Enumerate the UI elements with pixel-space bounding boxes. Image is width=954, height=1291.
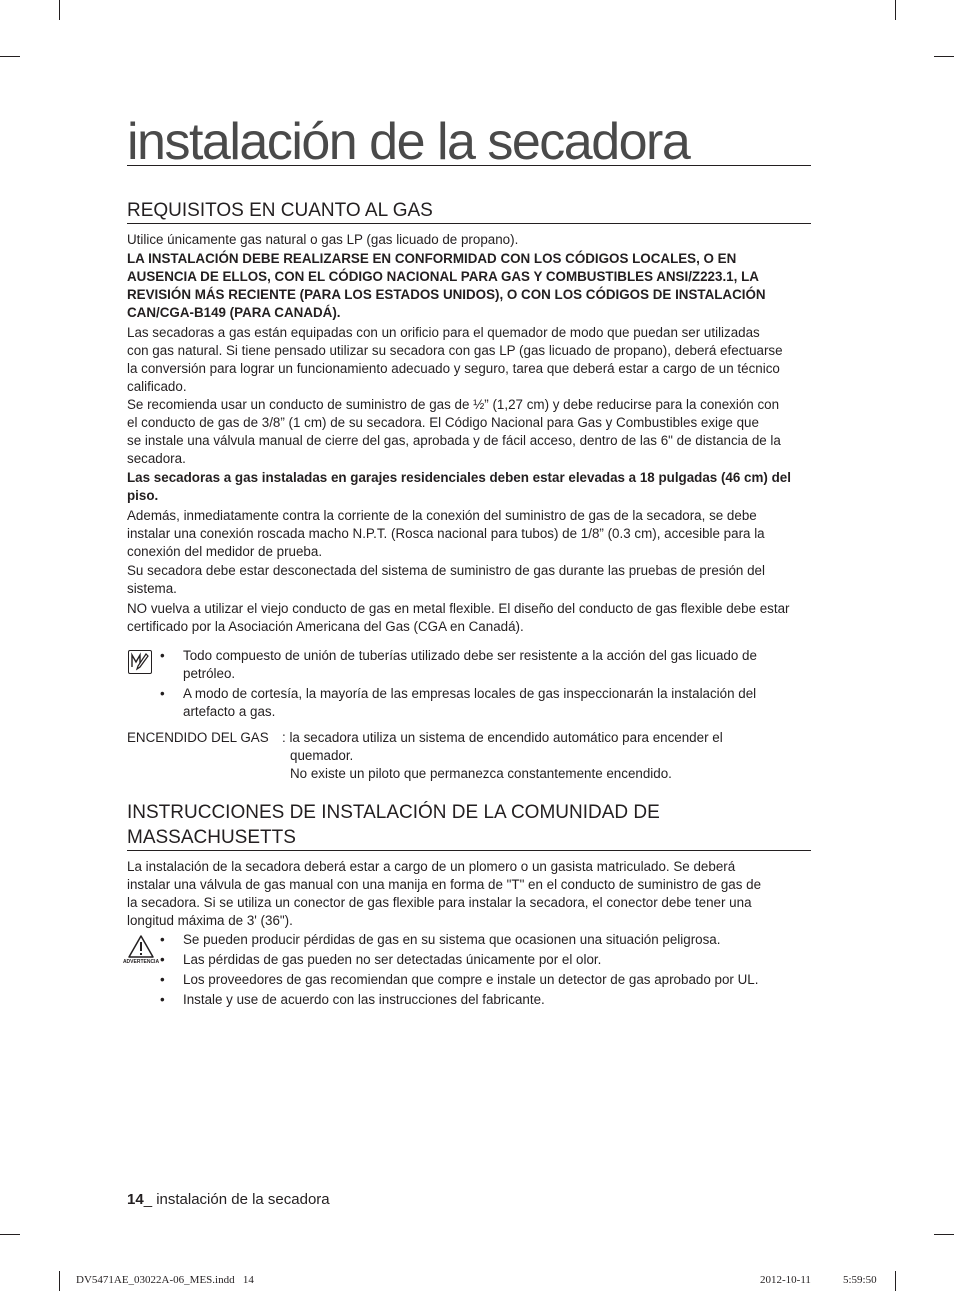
text-line: : la secadora utiliza un sistema de encendido automático para encender el	[282, 730, 723, 745]
text-line: artefacto a gas.	[183, 704, 276, 719]
bullet-icon: •	[160, 992, 165, 1007]
text-line: A modo de cortesía, la mayoría de las empresas locales de gas inspeccionarán la instalación del	[183, 686, 757, 701]
crop-mark	[895, 1271, 896, 1291]
bullet-icon: •	[160, 972, 165, 987]
text-line: longitud máxima de 3' (36").	[127, 913, 293, 928]
ignition-description	[282, 729, 770, 783]
text-line: certificado por la Asociación Americana del Gas (CGA en Canadá).	[127, 619, 524, 634]
text-line: Las pérdidas de gas pueden no ser detectadas únicamente por el olor.	[183, 952, 602, 967]
text-line: AUSENCIA DE ELLOS, CON EL CÓDIGO NACIONAL PARA GAS Y COMBUSTIBLES ANSI/Z223.1, LA	[127, 269, 759, 284]
text-line: se instale una válvula manual de cierre del gas, aprobada y de fácil acceso, dentro de las 6" de distancia de la	[127, 433, 781, 448]
list-item	[160, 685, 820, 721]
crop-mark	[934, 56, 954, 57]
text-line: Las secadoras a gas instaladas en garajes residenciales deben estar elevadas a 18 pulgadas (46 cm) del	[127, 470, 791, 485]
text-line: Se pueden producir pérdidas de gas en su sistema que ocasionen una situación peligrosa.	[183, 932, 721, 947]
text-line	[127, 600, 817, 618]
section-heading-massachusetts	[127, 800, 811, 851]
text-line: Todo compuesto de unión de tuberías utilizado debe ser resistente a la acción del gas licuado de	[183, 648, 757, 663]
text-line: Instale y use de acuerdo con las instrucciones del fabricante.	[183, 992, 545, 1007]
paragraph-gas-type: Utilice únicamente gas natural o gas LP (gas licuado de propano).	[127, 232, 519, 247]
list-item	[160, 951, 820, 969]
paragraph-supply-line	[127, 396, 817, 468]
text-line: INSTRUCCIONES DE INSTALACIÓN DE LA COMUNIDAD DE	[127, 802, 660, 823]
paragraph-pressure-testing	[127, 562, 817, 598]
slug-date: 2012-10-11	[760, 1274, 811, 1286]
text-line: con gas natural. Si tiene pensado utilizar su secadora con gas LP (gas licuado de propano), deberá efectuarse	[127, 343, 783, 358]
page-title: instalación de la secadora	[127, 114, 811, 166]
crop-mark	[0, 56, 20, 57]
text-line: MASSACHUSETTS	[127, 827, 296, 848]
slug-filename: DV5471AE_03022A-06_MES.indd 14	[76, 1274, 254, 1286]
text-line: secadora.	[127, 451, 186, 466]
note-icon	[128, 650, 152, 674]
slug-time: 5:59:50	[843, 1274, 877, 1286]
text-line: la conversión para lograr un funcionamiento adecuado y seguro, tarea que deberá estar a cargo de un técnico	[127, 361, 780, 376]
crop-mark	[895, 0, 896, 20]
list-item	[160, 971, 820, 989]
page-footer-label: _ instalación de la secadora	[143, 1191, 330, 1208]
paragraph-installation-codes	[127, 250, 817, 322]
note-list	[160, 647, 820, 721]
text-line: No existe un piloto que permanezca constantemente encendido.	[290, 766, 672, 781]
list-item	[160, 647, 820, 683]
text-line: REVISIÓN MÁS RECIENTE (PARA LOS ESTADOS UNIDOS), O CON LOS CÓDIGOS DE INSTALACIÓN	[127, 287, 766, 302]
paragraph-massachusetts-install	[127, 858, 817, 930]
text-line: conexión del medidor de prueba.	[127, 544, 323, 559]
paragraph-lp-conversion	[127, 324, 817, 396]
bullet-icon: •	[160, 932, 165, 947]
bullet-icon: •	[160, 648, 165, 663]
emphasis-no: NO	[127, 601, 148, 616]
text-line: sistema.	[127, 581, 177, 596]
warning-list	[160, 931, 820, 1009]
text-line: LA INSTALACIÓN DEBE REALIZARSE EN CONFORMIDAD CON LOS CÓDIGOS LOCALES, O EN	[127, 251, 737, 266]
crop-mark	[59, 1271, 60, 1291]
crop-mark	[59, 0, 60, 20]
text-line: vuelva a utilizar el viejo conducto de gas en metal flexible. El diseño del conducto de gas flexible debe estar	[147, 601, 790, 616]
page-footer	[127, 1191, 330, 1208]
section-heading-gas-requirements: REQUISITOS EN CUANTO AL GAS	[127, 199, 811, 224]
paragraph-npt-connection	[127, 507, 817, 561]
warning-icon	[121, 934, 161, 968]
page-number: 14	[127, 1191, 144, 1208]
list-item	[160, 931, 820, 949]
crop-mark	[934, 1234, 954, 1235]
text-line: el conducto de gas de 3/8” (1 cm) de su secadora. El Código Nacional para Gas y Combustibles exige que	[127, 415, 759, 430]
text-line: calificado.	[127, 379, 187, 394]
text-line: quemador.	[290, 748, 354, 763]
text-line: Las secadoras a gas están equipadas con un orificio para el quemador de modo que puedan ser utilizadas	[127, 325, 760, 340]
crop-mark	[0, 1234, 20, 1235]
text-line: Además, inmediatamente contra la corriente de la conexión del suministro de gas de la secadora, se debe	[127, 508, 757, 523]
text-line: instalar una válvula de gas manual con una manija en forma de "T" en el conducto de suministro de gas de	[127, 877, 762, 892]
text-line: CAN/CGA-B149 (PARA CANADÁ).	[127, 305, 341, 320]
paragraph-flexible-connector	[127, 600, 817, 636]
text-line: petróleo.	[183, 666, 236, 681]
text-line: Los proveedores de gas recomiendan que compre e instale un detector de gas aprobado por UL.	[183, 972, 759, 987]
warning-label: ADVERTENCIA	[122, 959, 160, 965]
paragraph-garage-elevation	[127, 469, 817, 505]
bullet-icon: •	[160, 952, 165, 967]
text-line: piso.	[127, 488, 159, 503]
bullet-icon: •	[160, 686, 165, 701]
text-line: la secadora. Si se utiliza un conector de gas flexible para instalar la secadora, el conector debe tener una	[127, 895, 752, 910]
text-line: Se recomienda usar un conducto de suministro de gas de ½” (1,27 cm) y debe reducirse para la conexión con	[127, 397, 780, 412]
list-item	[160, 991, 820, 1009]
text-line: instalar una conexión roscada macho N.P.T. (Rosca nacional para tubos) de 1/8” (0.3 cm), accesible para la	[127, 526, 765, 541]
text-line: Su secadora debe estar desconectada del sistema de suministro de gas durante las pruebas de presión del	[127, 563, 765, 578]
text-line: La instalación de la secadora deberá estar a cargo de un plomero o un gasista matriculado. Se deberá	[127, 859, 736, 874]
ignition-label: ENCENDIDO DEL GAS	[127, 730, 269, 745]
